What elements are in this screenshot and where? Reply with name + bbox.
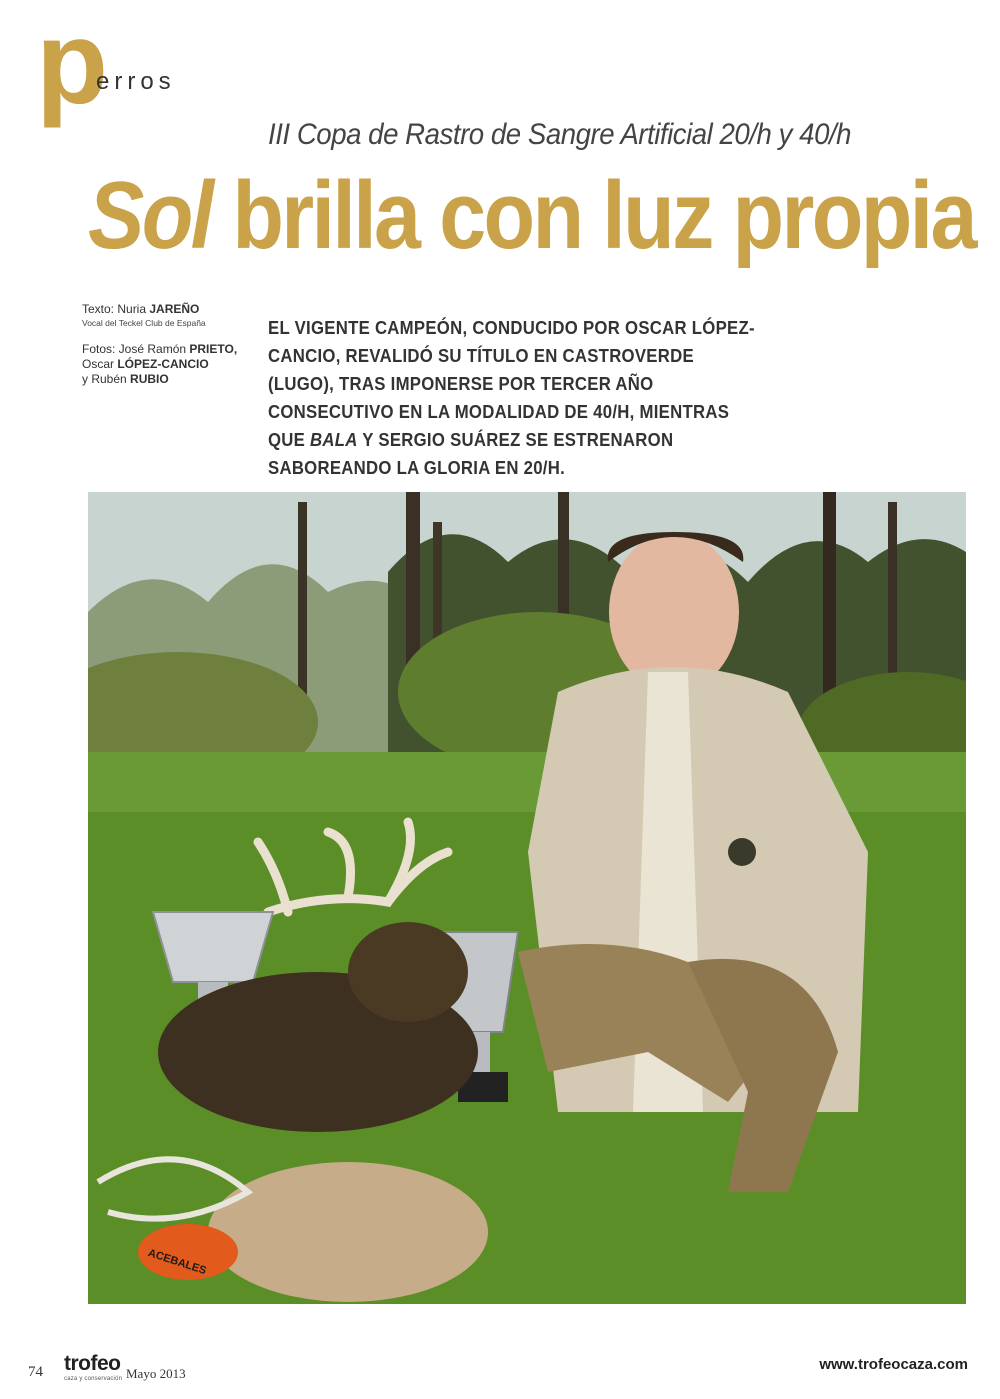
article-headline (88, 162, 975, 269)
photo-credit-name-1: PRIETO, (189, 342, 238, 356)
page-number: 74 (28, 1364, 43, 1380)
text-credit-role: Vocal del Teckel Club de España (82, 318, 206, 328)
headline-lead: Sol (88, 162, 212, 269)
website-url[interactable]: www.trofeocaza.com (819, 1356, 968, 1373)
headline-rest: brilla con luz propia (211, 162, 975, 269)
photo-credit-label: Fotos: José Ramón (82, 342, 190, 356)
text-credit (82, 302, 252, 317)
section-tag (36, 0, 236, 129)
article-kicker: III Copa de Rastro de Sangre Artificial 20/h y 40/h (268, 118, 852, 151)
section-initial: p (36, 0, 109, 129)
photo-credit-3 (82, 372, 252, 387)
photo-credit-2 (82, 357, 252, 372)
article-photo (88, 492, 966, 1304)
photo-credit-first-3: y Rubén (82, 372, 131, 386)
photo-credit-name-2: LÓPEZ-CANCIO (117, 357, 209, 371)
section-name: erros (96, 68, 176, 95)
article-intro (268, 314, 761, 482)
intro-part-1: EL VIGENTE CAMPEÓN, CONDUCIDO POR OSCAR LÓPEZ-CANCIO, REVALIDÓ SU TÍTULO EN CASTROVERDE (LUGO), TRAS IMPONERSE POR TERCER AÑO CONSECUTIVO EN LA MODALIDAD DE 40/H, MIENTRAS QUE (268, 318, 755, 450)
text-credit-name: JAREÑO (149, 302, 200, 316)
photo-illustration (88, 492, 966, 1304)
photo-credit-name-3: RUBIO (130, 372, 169, 386)
page-footer (0, 1350, 1000, 1390)
article-credits (82, 302, 252, 387)
photo-credit-1 (82, 342, 252, 357)
intro-emphasis: BALA (310, 430, 358, 450)
issue-date: Mayo 2013 (126, 1366, 186, 1381)
collar-label: ACEBALES (146, 1247, 208, 1278)
magazine-logo: trofeo (64, 1352, 121, 1375)
magazine-logo-subtitle: caza y conservación (64, 1376, 123, 1382)
text-credit-label: Texto: Nuria (82, 302, 150, 316)
photo-credit-first-2: Oscar (82, 357, 118, 371)
intro-part-2: Y SERGIO SUÁREZ SE ESTRENARON SABOREANDO LA GLORIA EN 20/H. (268, 430, 674, 478)
